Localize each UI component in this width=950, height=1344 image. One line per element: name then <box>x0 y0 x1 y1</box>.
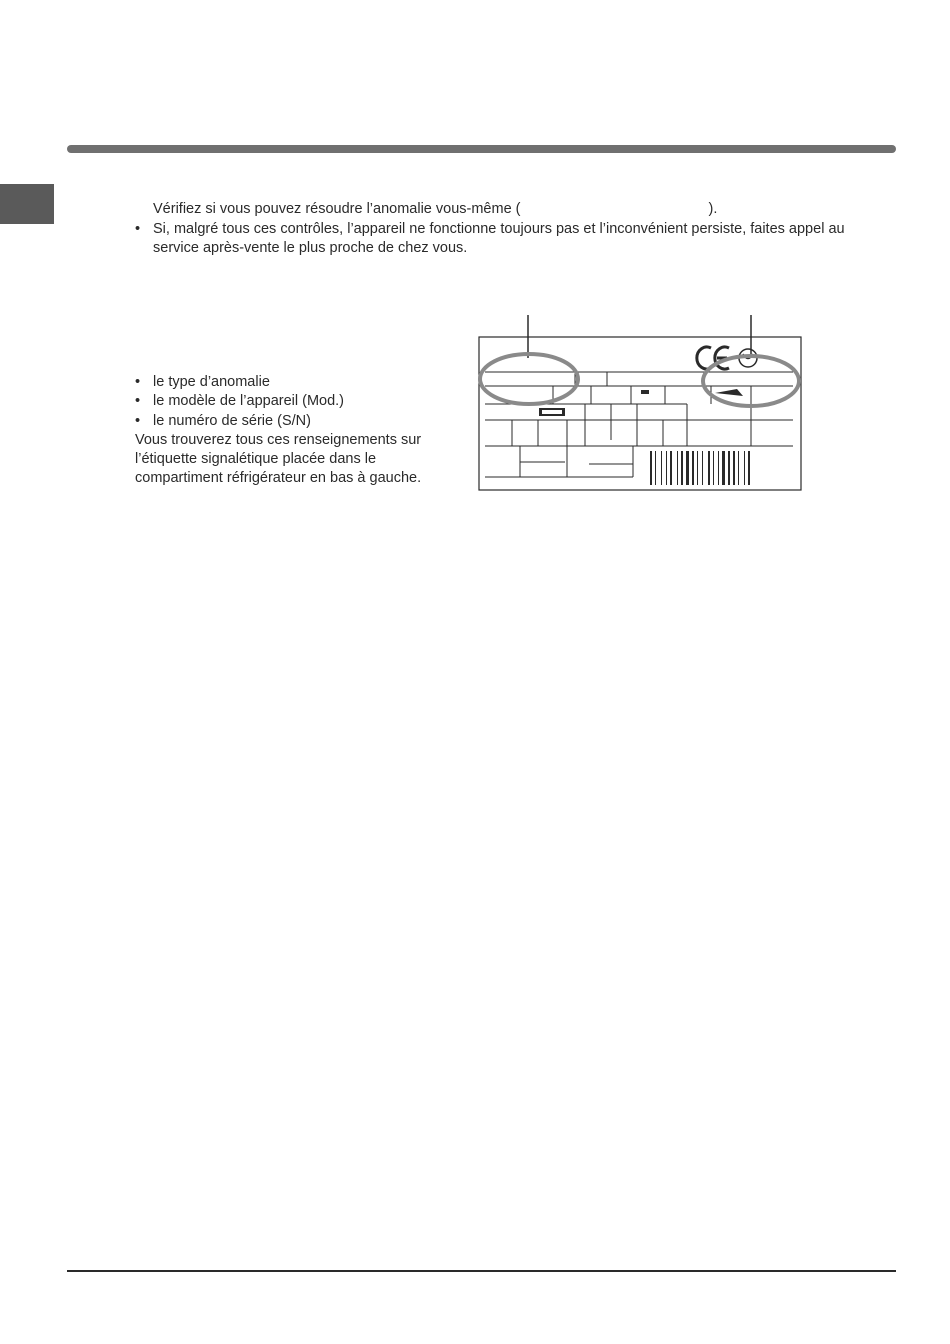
info-item-text: le numéro de série (S/N) <box>153 412 311 429</box>
intro-line-check-start: Vérifiez si vous pouvez résoudre l’anomalie vous-même ( <box>153 201 521 217</box>
intro-bullet-service-text: Si, malgré tous ces contrôles, l’appareil ne fonctionne toujours pas et l’inconvénient persiste, faites appel au service après-vente le plus proche de chez vous. <box>153 220 845 256</box>
info-item <box>135 392 455 411</box>
language-tab <box>0 184 54 224</box>
info-item-text: le modèle de l’appareil (Mod.) <box>153 393 345 410</box>
footer-rule <box>67 1270 896 1272</box>
intro-line-check <box>135 200 880 220</box>
intro-text <box>135 200 880 259</box>
rating-label-illustration <box>475 310 805 495</box>
model-highlight-ellipse <box>480 354 578 404</box>
info-item-text: le type d’anomalie <box>153 374 270 390</box>
bullet-dot: • <box>135 393 141 410</box>
bullet-dot: • <box>135 412 141 429</box>
intro-bullet-service <box>135 220 880 259</box>
bullet-dot: • <box>135 374 141 390</box>
rating-label-svg <box>475 310 805 495</box>
tag-symbol <box>715 389 743 396</box>
info-footer-text: Vous trouverez tous ces renseignements sur l’étiquette signalétique placée dans le compartiment réfrigérateur en bas à gauche. <box>135 431 422 487</box>
intro-line-check-end: ). <box>708 201 718 217</box>
barcode <box>650 451 750 485</box>
section-header-rule <box>67 145 896 153</box>
small-symbol <box>641 390 649 394</box>
info-item <box>135 373 455 392</box>
bullet-dot: • <box>135 220 141 237</box>
service-info-block <box>135 373 455 489</box>
info-item <box>135 412 455 431</box>
